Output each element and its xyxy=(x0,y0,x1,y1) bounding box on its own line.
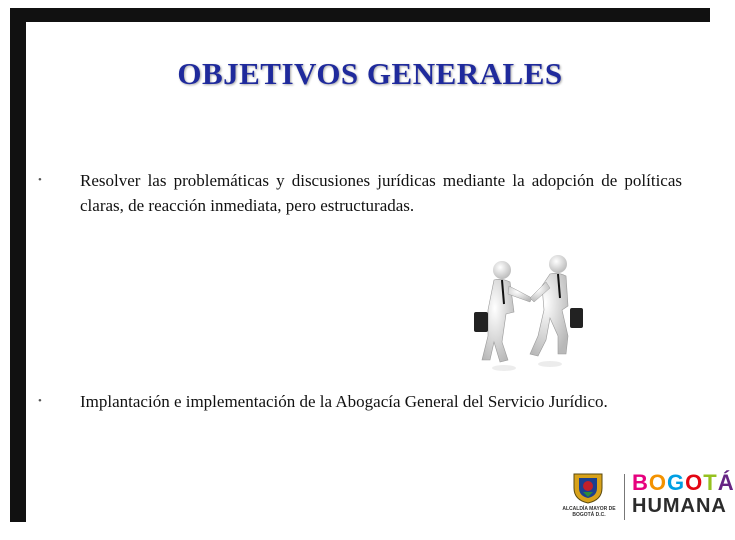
bullet-icon: • xyxy=(38,395,42,407)
humana-logo-text: HUMANA xyxy=(632,495,727,517)
bogota-letter: O xyxy=(648,470,668,495)
slide-frame xyxy=(10,8,735,522)
alcaldia-seal-icon xyxy=(570,470,606,504)
bullet-text: Implantación e implementación de la Abogacía General del Servicio Jurídico. xyxy=(80,392,608,411)
bullet-item-2 xyxy=(38,389,682,414)
bogota-letter: T xyxy=(703,470,718,495)
bullet-text: Resolver las problemáticas y discusiones jurídicas mediante la adopción de políticas claras, de reacción inmediata, pero estructuradas. xyxy=(80,171,682,215)
bogota-logo-text xyxy=(632,472,735,494)
slide-title: OBJETIVOS GENERALES xyxy=(177,56,563,91)
bogota-letter: B xyxy=(632,470,649,495)
bogota-letter: G xyxy=(667,470,686,495)
bullet-icon: • xyxy=(38,174,42,186)
logo-block xyxy=(552,468,735,524)
logo-divider xyxy=(624,474,625,520)
bogota-letter: O xyxy=(685,470,704,495)
handshake-figures-illustration xyxy=(454,256,590,380)
bullet-item-1 xyxy=(38,168,682,218)
slide-canvas xyxy=(26,22,735,524)
bogota-letter: Á xyxy=(717,470,735,495)
alcaldia-label: ALCALDÍA MAYOR DE BOGOTÁ D.C. xyxy=(562,506,616,518)
